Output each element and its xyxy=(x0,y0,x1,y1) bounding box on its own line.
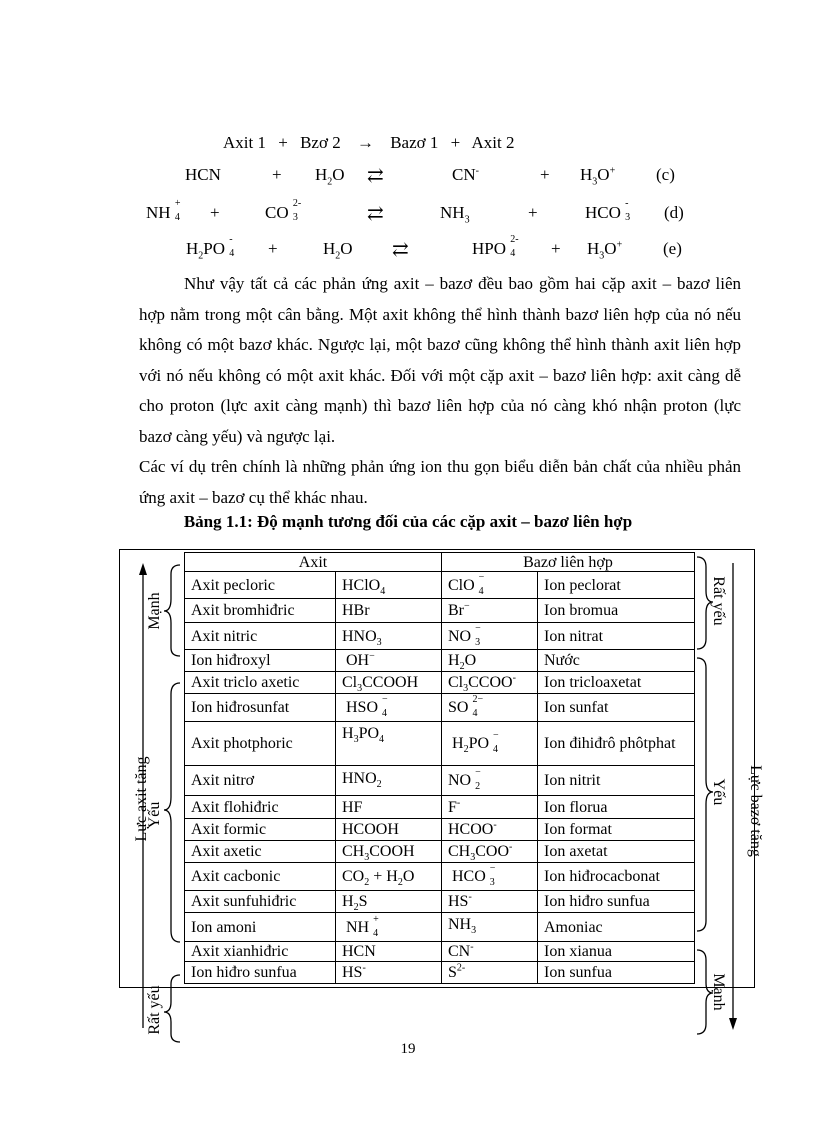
acid-name: Axit pecloric xyxy=(185,572,336,599)
acid-formula: HF xyxy=(336,796,442,819)
acid-formula: $HNO_3$ xyxy=(336,623,442,650)
left-very-weak-label: Rất yếu xyxy=(146,985,163,1035)
right-axis-label: Lực bazơ tăng xyxy=(747,765,764,857)
base-formula: $H_2O$ xyxy=(442,650,538,672)
base-name: Ion format xyxy=(538,819,695,841)
table-caption: Bảng 1.1: Độ mạnh tương đối của các cặp axit – bazơ liên hợp xyxy=(183,512,633,531)
acid-name: Axit axetic xyxy=(185,841,336,863)
left-strong-label: Mạnh xyxy=(146,592,163,630)
acid-name: Axit flohiđric xyxy=(185,796,336,819)
header-acid: Axit xyxy=(185,553,442,572)
acid-formula: OH− xyxy=(336,650,442,672)
acid-name: Ion amoni xyxy=(185,913,336,942)
right-very-weak-label: Rất yếu xyxy=(710,576,727,626)
paragraph: Các ví dụ trên chính là những phản ứng ion thu gọn biểu diễn bản chất của nhiều phản ứng axit – bazơ cụ thể khác nhau. xyxy=(139,457,741,507)
base-formula: $H_2PO$ − 4 xyxy=(442,722,538,766)
base-name: Ion nitrat xyxy=(538,623,695,650)
acid-formula: HClO$_4$ xyxy=(336,572,442,599)
acid-name: Axit photphoric xyxy=(185,722,336,766)
acid-formula: $CH_3COOH$ xyxy=(336,841,442,863)
paragraph: Như vậy tất cả các phản ứng axit – bazơ đều bao gồm hai cặp axit – bazơ liên hợp nằm trong một cân bằng. Một axit không thể hình thành bazơ liên hợp của nó nếu không có một bazơ khác. Ngược lại, một bazơ cũng không thể hình thành axit liên hợp với nó nếu không có một axit khác. Đối với một cặp axit – bazơ liên hợp: axit càng dễ cho proton (lực axit càng mạnh) thì bazơ liên hợp của nó càng khó nhận proton (lực bazơ càng yếu) và ngược lại. xyxy=(139,274,741,446)
base-name: Ion nitrit xyxy=(538,766,695,796)
acid-name: Axit sunfuhiđric xyxy=(185,891,336,913)
base-formula: HCOO- xyxy=(442,819,538,841)
acid-name: Axit xianhiđric xyxy=(185,942,336,962)
acid-name: Axit bromhiđric xyxy=(185,599,336,623)
base-name: Ion bromua xyxy=(538,599,695,623)
eq-term-acid1: Axit 1 xyxy=(223,133,266,152)
page-number: 19 xyxy=(400,1041,416,1057)
base-formula: $S^{2-}$ xyxy=(442,962,538,984)
base-formula: $CH_3COO^-$ xyxy=(442,841,538,863)
left-weak-label: Yếu xyxy=(146,801,163,829)
base-name: Ion tricloaxetat xyxy=(538,672,695,694)
header-base: Bazơ liên hợp xyxy=(442,553,695,572)
base-name: Ion hiđro sunfua xyxy=(538,891,695,913)
base-formula: $Cl_3CCOO^-$ xyxy=(442,672,538,694)
left-brace-very-weak xyxy=(164,975,180,1042)
right-strong-label: Mạnh xyxy=(710,973,727,1011)
base-formula: HS- xyxy=(442,891,538,913)
equilibrium-arrow: ⇄ xyxy=(392,239,409,261)
equilibrium-arrow: ⇄ xyxy=(367,165,384,187)
base-name: Ion xianua xyxy=(538,942,695,962)
arrow: → xyxy=(356,133,374,152)
acid-name: Ion hiđroxyl xyxy=(185,650,336,672)
eq-term-base2: Bzơ 2 xyxy=(300,133,341,152)
base-formula: ClO − 4 xyxy=(442,572,538,599)
base-name: Ion đihiđrô phôtphat xyxy=(538,722,695,766)
acid-formula: HS- xyxy=(336,962,442,984)
base-formula: NO − 3 xyxy=(442,623,538,650)
base-formula: $NH_3$ xyxy=(442,913,538,942)
base-name: Amoniac xyxy=(538,913,695,942)
acid-name: Axit cacbonic xyxy=(185,863,336,891)
eq-term-base1: Bazơ 1 xyxy=(390,133,439,152)
arrow-head-down-icon xyxy=(729,1018,737,1030)
base-name: Nước xyxy=(538,650,695,672)
left-brace-weak xyxy=(164,683,180,942)
acid-formula: $Cl_3CCOOH$ xyxy=(336,672,442,694)
plus: + xyxy=(450,133,461,152)
base-name: Ion hiđrocacbonat xyxy=(538,863,695,891)
acid-name: Axit nitric xyxy=(185,623,336,650)
base-name: Ion peclorat xyxy=(538,572,695,599)
equation-label: (e) xyxy=(663,239,682,258)
plus: + xyxy=(278,133,288,152)
acid-formula: $H_3PO_4$ xyxy=(336,722,442,766)
acid-formula: $H_2S$ xyxy=(336,891,442,913)
left-brace-strong xyxy=(164,565,180,656)
acid-name: Axit triclo axetic xyxy=(185,672,336,694)
arrow-head-up-icon xyxy=(139,563,147,575)
acid-formula: HCN xyxy=(336,942,442,962)
acid-name: Ion hiđrosunfat xyxy=(185,694,336,722)
acid-name: Axit nitrơ xyxy=(185,766,336,796)
left-axis-label: Lực axit tăng xyxy=(133,756,150,842)
base-formula: SO 2− 4 xyxy=(442,694,538,722)
base-formula: Br− xyxy=(442,599,538,623)
acid-name: Ion hiđro sunfua xyxy=(185,962,336,984)
base-formula: CN- xyxy=(442,942,538,962)
base-formula: NO − 2 xyxy=(442,766,538,796)
eq-term-acid2: Axit 2 xyxy=(471,133,515,152)
base-name: Ion sunfua xyxy=(538,962,695,984)
base-formula: F- xyxy=(442,796,538,819)
base-name: Ion sunfat xyxy=(538,694,695,722)
acid-formula: NH + 4 xyxy=(336,913,442,942)
base-name: Ion florua xyxy=(538,796,695,819)
acid-formula: HBr xyxy=(336,599,442,623)
acid-formula: HSO − 4 xyxy=(336,694,442,722)
acid-formula: HCOOH xyxy=(336,819,442,841)
base-name: Ion axetat xyxy=(538,841,695,863)
acid-formula: $HNO_2$ xyxy=(336,766,442,796)
equation-label: (c) xyxy=(656,165,675,184)
right-weak-label: Yếu xyxy=(710,778,727,806)
equilibrium-arrow: ⇄ xyxy=(367,203,384,225)
base-formula: HCO − 3 xyxy=(442,863,538,891)
acid-name: Axit formic xyxy=(185,819,336,841)
equation-label: (d) xyxy=(664,203,684,222)
acid-formula: $CO_2 + H_2O$ xyxy=(336,863,442,891)
